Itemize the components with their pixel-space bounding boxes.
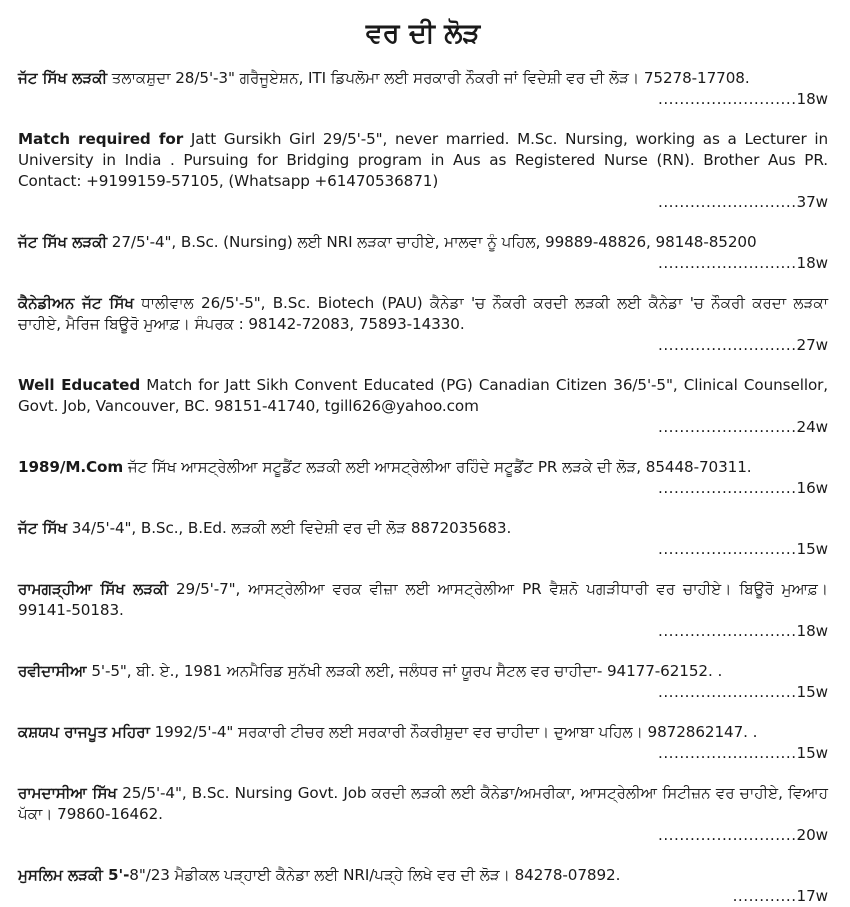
ad-text: 1992/5'-4" ਸਰਕਾਰੀ ਟੀਚਰ ਲਈ ਸਰਕਾਰੀ ਨੌਕਰੀਸ਼ੁਦਾ ਵਰ ਚਾਹੀਦਾ। ਦੁਆਬਾ ਪਹਿਲ। 9872862147. .	[149, 723, 758, 741]
ad-leader-dots: ............	[732, 887, 797, 905]
ad-heading: Match required for	[18, 130, 184, 148]
ad-text: ਜੱਟ ਸਿੱਖ ਆਸਟ੍ਰੇਲੀਆ ਸਟੂਡੈਂਟ ਲੜਕੀ ਲਈ ਆਸਟ੍ਰੇਲੀਆ ਰਹਿੰਦੇ ਸਟੂਡੈਂਟ PR ਲੜਕੇ ਦੀ ਲੋੜ, 85448-70311.	[123, 458, 752, 476]
ad-leader-dots: ..........................	[658, 254, 797, 272]
ad-heading: ਰਾਮਦਾਸੀਆ ਸਿੱਖ	[18, 784, 117, 802]
ad-leader-dots: ..........................	[658, 193, 797, 211]
classified-ad	[18, 722, 828, 764]
ad-code: 15w	[796, 683, 828, 701]
ad-code-line	[18, 89, 828, 110]
classified-ad	[18, 375, 828, 438]
ad-text: 29/5'-7", ਆਸਟ੍ਰੇਲੀਆ ਵਰਕ ਵੀਜ਼ਾ ਲਈ ਆਸਟ੍ਰੇਲੀਆ PR ਵੈਸ਼ਨੋ ਪਗੜੀਧਾਰੀ ਵਰ ਚਾਹੀਏ। ਬਿਊਰੋ ਮੁਆਫ਼। 99141-50183.	[18, 580, 829, 619]
ad-text: Match for Jatt Sikh Convent Educated (PG) Canadian Citizen 36/5'-5", Clinical Counsellor, Govt. Job, Vancouver, BC. 98151-41740, tgill626@yahoo.com	[18, 376, 829, 415]
ad-text: Jatt Gursikh Girl 29/5'-5", never married. M.Sc. Nursing, working as a Lecturer in University in India . Pursuing for Bridging program in Aus as Registered Nurse (RN). Brother Aus PR. Contact: +9199159-57105, (Whatsapp +61470536871)	[18, 130, 829, 190]
ad-leader-dots: ..........................	[658, 622, 797, 640]
ad-text: 5'-5", ਬੀ. ਏ., 1981 ਅਨਮੈਰਿਡ ਸੁਨੱਖੀ ਲੜਕੀ ਲਈ, ਜਲੰਧਰ ਜਾਂ ਯੂਰਪ ਸੈਟਲ ਵਰ ਚਾਹੀਦਾ- 94177-62152. .	[86, 662, 723, 680]
ad-leader-dots: ..........................	[658, 683, 797, 701]
ad-code-line	[18, 478, 828, 499]
ad-code: 15w	[796, 540, 828, 558]
ad-heading: ਕੈਨੇਡੀਅਨ ਜੱਟ ਸਿੱਖ	[18, 294, 134, 312]
ad-heading: ਰਾਮਗੜ੍ਹੀਆ ਸਿੱਖ ਲੜਕੀ	[18, 580, 169, 598]
ad-code-line	[18, 192, 828, 213]
ad-code-line	[18, 335, 828, 356]
ad-text: 8"/23 ਮੈਡੀਕਲ ਪੜ੍ਹਾਈ ਕੈਨੇਡਾ ਲਈ NRI/ਪੜ੍ਹੇ ਲਿਖੇ ਵਰ ਦੀ ਲੋੜ। 84278-07892.	[129, 866, 621, 884]
ad-list	[18, 68, 828, 907]
ad-heading: ਰਵੀਦਾਸੀਆ	[18, 662, 87, 680]
classified-ad	[18, 865, 828, 907]
classified-ad	[18, 68, 828, 110]
ad-heading: ਮੁਸਲਿਮ ਲੜਕੀ 5'-	[18, 866, 130, 884]
ad-code: 20w	[796, 826, 828, 844]
ad-code: 18w	[796, 622, 828, 640]
ad-code-line	[18, 743, 828, 764]
ad-heading: Well Educated	[18, 376, 141, 394]
classified-ad	[18, 661, 828, 703]
ad-text: ਧਾਲੀਵਾਲ 26/5'-5", B.Sc. Biotech (PAU) ਕੈਨੇਡਾ 'ਚ ਨੌਕਰੀ ਕਰਦੀ ਲੜਕੀ ਲਈ ਕੈਨੇਡਾ 'ਚ ਨੌਕਰੀ ਕਰਦਾ ਲੜਕਾ ਚਾਹੀਏ, ਮੈਰਿਜ ਬਿਊਰੋ ਮੁਆਫ਼। ਸੰਪਰਕ : 98142-72083, 75893-14330.	[18, 294, 829, 333]
ad-code: 24w	[796, 418, 828, 436]
ad-text: ਤਲਾਕਸ਼ੁਦਾ 28/5'-3" ਗਰੈਜੂਏਸ਼ਨ, ITI ਡਿਪਲੋਮਾ ਲਈ ਸਰਕਾਰੀ ਨੌਕਰੀ ਜਾਂ ਵਿਦੇਸ਼ੀ ਵਰ ਦੀ ਲੋੜ। 75278-17708.	[107, 69, 750, 87]
page-title: ਵਰ ਦੀ ਲੋੜ	[365, 18, 481, 49]
classified-ad	[18, 232, 828, 274]
ad-code-line	[18, 886, 828, 907]
ad-code: 18w	[796, 254, 828, 272]
ad-code-line	[18, 825, 828, 846]
classified-ad	[18, 783, 828, 846]
ad-code-line	[18, 417, 828, 438]
ad-heading: 1989/M.Com	[18, 458, 124, 476]
ad-heading: ਜੱਟ ਸਿੱਖ	[18, 519, 68, 537]
ad-code-line	[18, 682, 828, 703]
ad-heading: ਜੱਟ ਸਿੱਖ ਲੜਕੀ	[18, 69, 108, 87]
ad-leader-dots: ..........................	[658, 418, 797, 436]
ad-leader-dots: ..........................	[658, 479, 797, 497]
ad-leader-dots: ..........................	[658, 90, 797, 108]
ad-code-line	[18, 253, 828, 274]
ad-leader-dots: ..........................	[658, 744, 797, 762]
classified-ad	[18, 457, 828, 499]
ad-code: 17w	[796, 887, 828, 905]
ad-code: 37w	[796, 193, 828, 211]
ad-text: 27/5'-4", B.Sc. (Nursing) ਲਈ NRI ਲੜਕਾ ਚਾਹੀਏ, ਮਾਲਵਾ ਨੂੰ ਪਹਿਲ, 99889-48826, 98148-85200	[107, 233, 757, 251]
ad-text: 34/5'-4", B.Sc., B.Ed. ਲੜਕੀ ਲਈ ਵਿਦੇਸ਼ੀ ਵਰ ਦੀ ਲੋੜ 8872035683.	[67, 519, 512, 537]
ad-text: 25/5'-4", B.Sc. Nursing Govt. Job ਕਰਦੀ ਲੜਕੀ ਲਈ ਕੈਨੇਡਾ/ਅਮਰੀਕਾ, ਆਸਟ੍ਰੇਲੀਆ ਸਿਟੀਜ਼ਨ ਵਰ ਚਾਹੀਏ, ਵਿਆਹ ਪੱਕਾ। 79860-16462.	[18, 784, 828, 823]
ad-leader-dots: ..........................	[658, 336, 797, 354]
ad-code: 15w	[796, 744, 828, 762]
ad-code: 16w	[796, 479, 828, 497]
classified-ad	[18, 518, 828, 560]
classified-ad	[18, 579, 828, 642]
ad-leader-dots: ..........................	[658, 826, 797, 844]
ad-code: 27w	[796, 336, 828, 354]
ad-code-line	[18, 539, 828, 560]
ad-code: 18w	[796, 90, 828, 108]
ad-heading: ਕਸ਼ਯਪ ਰਾਜਪੂਤ ਮਹਿਰਾ	[18, 723, 150, 741]
ad-leader-dots: ..........................	[658, 540, 797, 558]
classified-ad	[18, 129, 828, 213]
classified-ad	[18, 293, 828, 356]
ad-code-line	[18, 621, 828, 642]
ad-heading: ਜੱਟ ਸਿੱਖ ਲੜਕੀ	[18, 233, 108, 251]
